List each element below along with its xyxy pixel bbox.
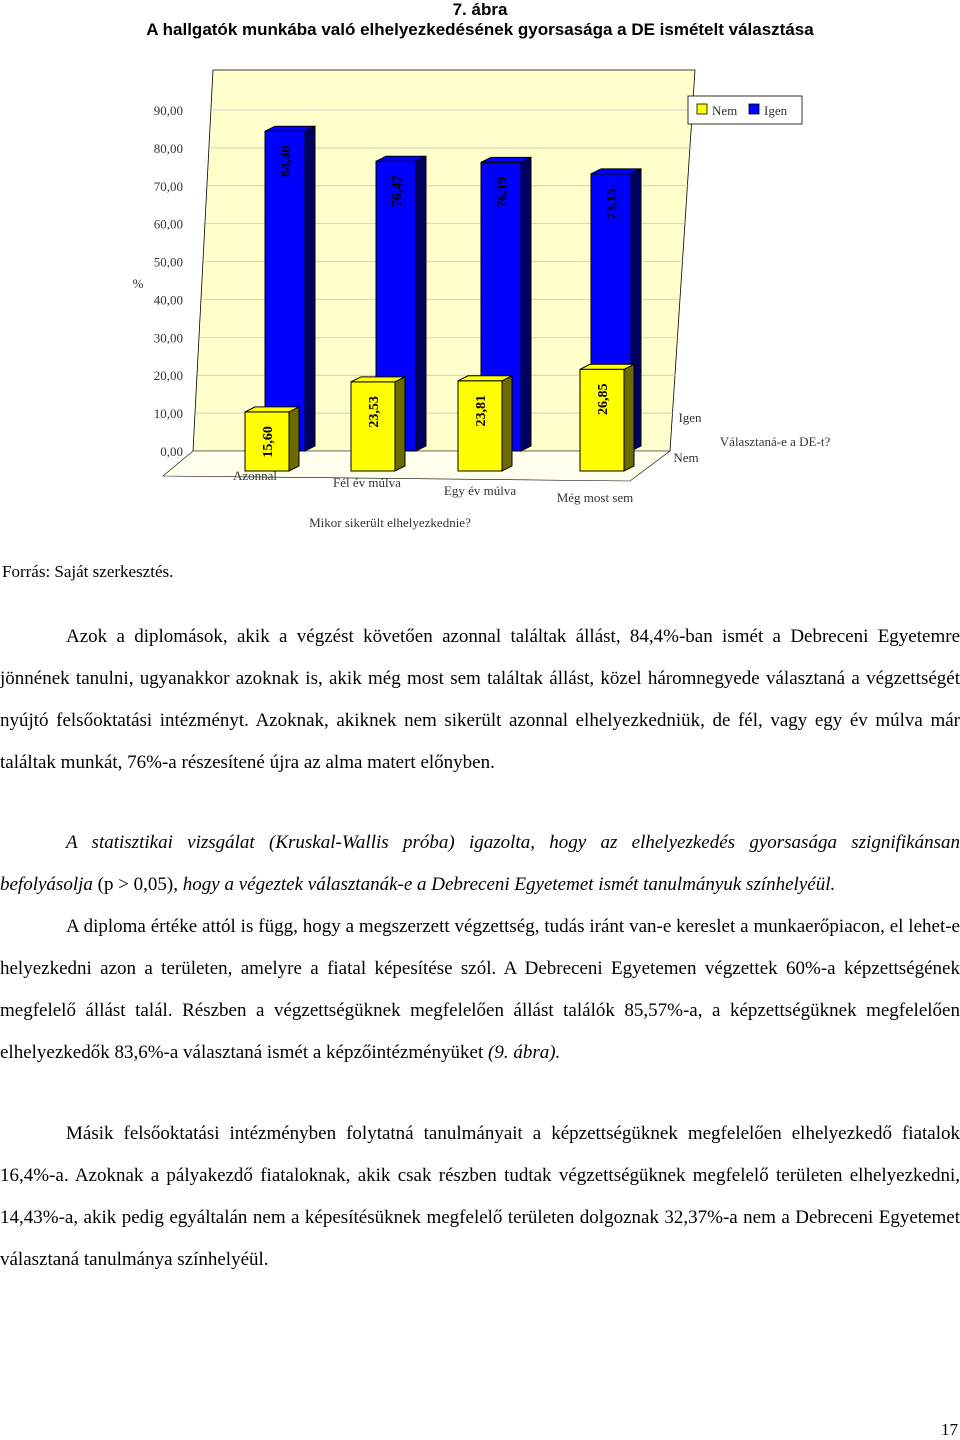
- bar-nem-3-top: [580, 364, 634, 369]
- y-tick-label: 0,00: [160, 444, 183, 459]
- bar-igen-0-top: [265, 126, 315, 131]
- bar-igen-0-front: [265, 131, 305, 451]
- y-tick-label: 60,00: [153, 216, 183, 232]
- figure-number: 7. ábra: [452, 0, 508, 19]
- paragraph-4: Másik felsőoktatási intézményben folytatná tanulmányait a képzettségüknek megfelelően elhelyezkedő fiatalok 16,4%-a. Azoknak a pályakezdő fiataloknak, akik csak részben tudtak végzettségüknek megfelelő területen elhelyezkedni, 14,43%-a, akik pedig egyáltalán nem a képesítésüknek megfelelő területen dolgoznak 32,37%-a nem a Debreceni Egyetemet választaná tanulmánya színhelyéül.: [0, 1123, 960, 1270]
- x-axis-label: Mikor sikerült elhelyezkednie?: [309, 515, 471, 530]
- bar-igen-2-label: 76,19: [495, 176, 510, 209]
- z-tick-label: Nem: [673, 450, 699, 465]
- page-number: 17: [941, 1420, 958, 1439]
- y-tick-label: 80,00: [153, 140, 183, 156]
- y-tick-label: 50,00: [153, 254, 183, 270]
- legend-label-nem: Nem: [712, 103, 738, 118]
- paragraph-2: [0, 822, 960, 906]
- x-category-label: Még most sem: [556, 490, 634, 505]
- y-axis-label: %: [132, 276, 144, 291]
- bar-nem-0-label: 15,60: [261, 426, 276, 458]
- bar-nem-0-side: [289, 407, 299, 471]
- bar-nem-1-side: [395, 377, 405, 471]
- bar-igen-0-side: [305, 126, 315, 451]
- x-category-label: Egy év múlva: [443, 483, 517, 498]
- paragraph-3-text: A diploma értéke attól is függ, hogy a megszerzett végzettség, tudás iránt van-e kereslet a munkaerőpiacon, el lehet-e helyezkedni azon a területen, amelyre a fiatal képesítése szól. A Debreceni Egyetemen végzettek 60%-a képzettségének megfelelő állást talál. Részben a végzettségüknek megfelelően állást találók 85,57%-a, a képzettségüknek megfelelően elhelyezkedők 83,6%-a választaná ismét a képzőintézményüket: [0, 916, 960, 1063]
- y-tick-label: 40,00: [153, 292, 183, 308]
- y-tick-label: 30,00: [153, 330, 183, 346]
- bar-nem-2-side: [502, 376, 512, 471]
- z-tick-label: Igen: [678, 410, 702, 425]
- bar-nem-3-label: 26,85: [596, 383, 611, 416]
- legend-swatch-igen: [749, 104, 759, 114]
- figure-source: Forrás: Saját szerkesztés.: [2, 562, 174, 581]
- figure-title: A hallgatók munkába való elhelyezkedésének gyorsasága a DE ismételt választása: [146, 20, 814, 39]
- x-category-label: Fél év múlva: [333, 475, 401, 490]
- legend-label-igen: Igen: [764, 103, 788, 118]
- bar-igen-1-side: [416, 156, 426, 451]
- bar-nem-0-top: [245, 407, 299, 412]
- z-axis-label: Választaná-e a DE-t?: [719, 434, 831, 449]
- bar-igen-1-label: 76,47: [390, 175, 405, 208]
- paragraph-3: [0, 906, 960, 1074]
- bar-igen-3-label: 73,15: [605, 188, 620, 220]
- paragraph-1: Azok a diplomások, akik a végzést követően azonnal találtak állást, 84,4%-ban ismét a Debreceni Egyetemre jönnének tanulni, ugyanakkor azoknak is, akik még most sem találtak állást, közel háromnegyede választaná a végzettségét nyújtó felsőoktatási intézményt. Azoknak, akiknek nem sikerült azonnal elhelyezkedniük, de fél, vagy egy év múlva már találtak munkát, 76%-a részesítené újra az alma matert előnyben.: [0, 626, 960, 773]
- y-tick-label: 70,00: [153, 178, 183, 194]
- bar-nem-2-label: 23,81: [474, 395, 489, 427]
- figure-reference: (9. ábra).: [488, 1042, 561, 1063]
- paragraph-2-text-a: A statisztikai vizsgálat (Kruskal-Wallis próba) igazolta, hogy az elhelyezkedés gyorsasága szignifikánsan befolyásolja: [0, 832, 960, 895]
- bar-nem-3-side: [624, 364, 634, 471]
- bar-igen-0-label: 84,40: [279, 145, 294, 177]
- x-category-label: Azonnal: [232, 468, 278, 483]
- y-tick-label: 90,00: [153, 103, 183, 118]
- bar-nem-1-top: [351, 377, 405, 382]
- bar-nem-1-label: 23,53: [367, 396, 382, 428]
- paragraph-2-text-b: , hogy a végeztek választanák-e a Debreceni Egyetemet ismét tanulmányuk színhelyéül.: [173, 874, 836, 895]
- bar-chart-3d: [0, 44, 960, 544]
- bar-igen-1-top: [376, 156, 426, 161]
- y-tick-label: 10,00: [153, 406, 183, 422]
- bar-nem-2-top: [458, 376, 512, 381]
- legend-swatch-nem: [697, 104, 707, 114]
- bar-igen-3-top: [591, 169, 641, 174]
- y-tick-label: 20,00: [153, 368, 183, 384]
- significance-formula: (p > 0,05): [97, 874, 174, 895]
- bar-igen-2-top: [481, 157, 531, 162]
- bar-igen-2-side: [521, 157, 531, 451]
